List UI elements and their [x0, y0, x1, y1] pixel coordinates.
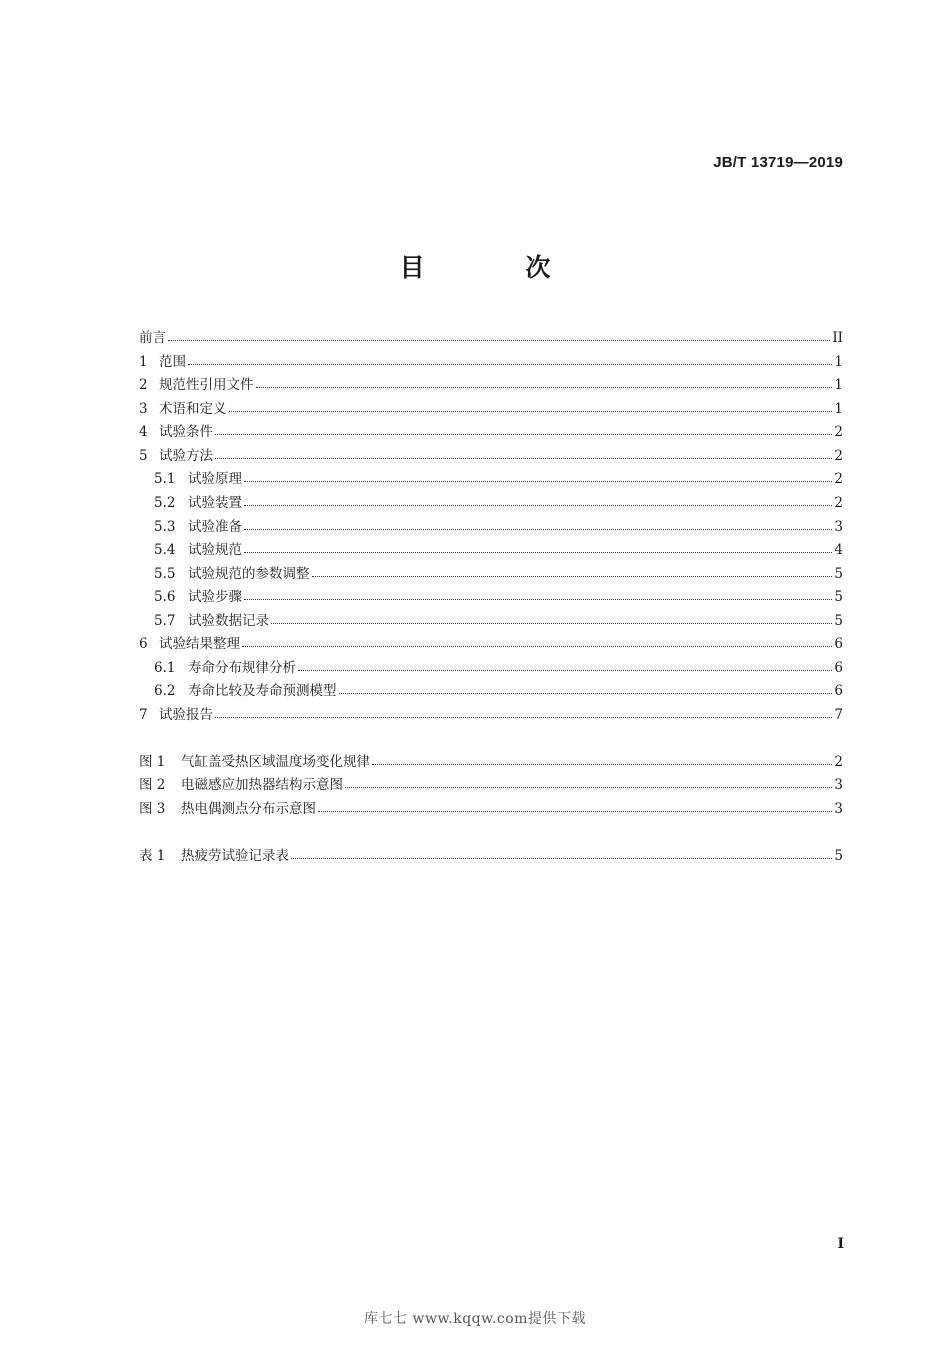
- toc-entry-page: II: [832, 330, 843, 346]
- dot-leader: [244, 599, 832, 600]
- toc-entry-page: 4: [834, 542, 843, 558]
- toc-entry-label: 试验方法: [159, 448, 213, 464]
- dot-leader: [188, 364, 832, 365]
- figure-entry-page: 3: [834, 801, 843, 817]
- toc-entry-foreword[interactable]: [139, 324, 843, 346]
- toc-entry-number: 5.2: [154, 495, 176, 511]
- page-title: 目 次: [399, 253, 597, 282]
- toc-entry-number: 5: [139, 448, 148, 464]
- figure-entry-label: 热电偶测点分布示意图: [181, 801, 316, 817]
- toc-entry-6[interactable]: [139, 630, 843, 652]
- dot-leader: [244, 481, 832, 482]
- toc-entry-number: 6: [139, 636, 148, 652]
- toc-entry-label: 寿命分布规律分析: [188, 660, 296, 676]
- dot-leader: [318, 811, 832, 812]
- toc-entry-5-2[interactable]: [154, 489, 843, 511]
- figure-entry-number: 图 2: [139, 777, 166, 793]
- dot-leader: [345, 787, 832, 788]
- toc-entry-page: 1: [834, 401, 843, 417]
- toc-entry-5[interactable]: [139, 442, 843, 464]
- toc-entry-label: 试验条件: [159, 424, 213, 440]
- page-number: I: [837, 1236, 844, 1252]
- dot-leader: [244, 552, 832, 553]
- toc-entry-page: 5: [834, 566, 843, 582]
- toc-entry-page: 5: [834, 589, 843, 605]
- toc-entry-page: 3: [834, 519, 843, 535]
- dot-leader: [298, 670, 832, 671]
- toc-entry-6-1[interactable]: [154, 654, 843, 676]
- toc-entry-page: 7: [834, 707, 843, 723]
- toc-entry-7[interactable]: [139, 701, 843, 723]
- standard-code: JB/T 13719—2019: [713, 154, 843, 171]
- toc-entry-number: 5.1: [154, 471, 176, 487]
- toc-entry-5-5[interactable]: [154, 560, 843, 582]
- toc-entry-5-7[interactable]: [154, 607, 843, 629]
- figure-entry-3[interactable]: [139, 795, 843, 817]
- toc-entry-number: 4: [139, 424, 148, 440]
- toc-entry-number: 6.1: [154, 660, 176, 676]
- table-entry-number: 表 1: [139, 848, 166, 864]
- dot-leader: [215, 434, 832, 435]
- toc-entry-number: 5.6: [154, 589, 176, 605]
- dot-leader: [312, 576, 833, 577]
- toc-entry-label: 试验结果整理: [159, 636, 240, 652]
- toc-entry-label: 试验步骤: [188, 589, 242, 605]
- dot-leader: [244, 529, 832, 530]
- toc-entry-label: 范围: [159, 354, 186, 370]
- toc-entry-page: 2: [834, 471, 843, 487]
- table-entry-page: 5: [834, 848, 843, 864]
- toc-entry-page: 6: [834, 683, 843, 699]
- toc-entry-label: 试验装置: [188, 495, 242, 511]
- toc-entry-page: 2: [834, 495, 843, 511]
- toc-entry-page: 6: [834, 636, 843, 652]
- toc-entry-label: 试验数据记录: [188, 613, 269, 629]
- toc-entry-number: 5.7: [154, 613, 176, 629]
- toc-entry-5-1[interactable]: [154, 465, 843, 487]
- download-watermark: 库七七 www.kqqw.com提供下载: [364, 1311, 586, 1327]
- toc-entry-number: 1: [139, 354, 148, 370]
- dot-leader: [271, 623, 832, 624]
- dot-leader: [291, 858, 832, 859]
- toc-entry-page: 2: [834, 448, 843, 464]
- toc-entry-label: 前言: [139, 330, 166, 346]
- figure-entry-1[interactable]: [139, 748, 843, 770]
- dot-leader: [256, 387, 833, 388]
- toc-entry-label: 试验准备: [188, 519, 242, 535]
- figure-entry-label: 气缸盖受热区域温度场变化规律: [181, 754, 370, 770]
- toc-entry-6-2[interactable]: [154, 677, 843, 699]
- toc-entry-label: 试验规范: [188, 542, 242, 558]
- toc-entry-label: 试验原理: [188, 471, 242, 487]
- toc-entry-number: 5.5: [154, 566, 176, 582]
- toc-entry-label: 术语和定义: [159, 401, 227, 417]
- dot-leader: [168, 340, 830, 341]
- figure-entry-2[interactable]: [139, 771, 843, 793]
- toc-entry-5-6[interactable]: [154, 583, 843, 605]
- figure-entry-page: 3: [834, 777, 843, 793]
- dot-leader: [215, 717, 832, 718]
- toc-entry-1[interactable]: [139, 348, 843, 370]
- toc-entry-number: 5.3: [154, 519, 176, 535]
- dot-leader: [244, 505, 832, 506]
- figure-entry-number: 图 1: [139, 754, 166, 770]
- dot-leader: [229, 411, 833, 412]
- toc-entry-4[interactable]: [139, 418, 843, 440]
- dot-leader: [242, 646, 832, 647]
- table-entry-label: 热疲劳试验记录表: [181, 848, 289, 864]
- toc-entry-number: 3: [139, 401, 148, 417]
- toc-entry-number: 2: [139, 377, 148, 393]
- toc-entry-number: 5.4: [154, 542, 176, 558]
- toc-entry-number: 6.2: [154, 683, 176, 699]
- toc-entry-page: 1: [834, 354, 843, 370]
- toc-entry-label: 试验报告: [159, 707, 213, 723]
- figure-entry-number: 图 3: [139, 801, 166, 817]
- dot-leader: [215, 458, 832, 459]
- toc-entry-5-3[interactable]: [154, 513, 843, 535]
- toc-entry-page: 2: [834, 424, 843, 440]
- toc-entry-page: 5: [834, 613, 843, 629]
- toc-entry-label: 寿命比较及寿命预测模型: [188, 683, 337, 699]
- figure-entry-label: 电磁感应加热器结构示意图: [181, 777, 343, 793]
- toc-entry-label: 试验规范的参数调整: [188, 566, 310, 582]
- toc-entry-3[interactable]: [139, 395, 843, 417]
- toc-entry-page: 6: [834, 660, 843, 676]
- toc-entry-2[interactable]: [139, 371, 843, 393]
- toc-entry-page: 1: [834, 377, 843, 393]
- toc-entry-label: 规范性引用文件: [159, 377, 254, 393]
- toc-entry-5-4[interactable]: [154, 536, 843, 558]
- dot-leader: [339, 693, 833, 694]
- toc-entry-number: 7: [139, 707, 148, 723]
- table-entry-1[interactable]: [139, 842, 843, 864]
- figure-entry-page: 2: [834, 754, 843, 770]
- dot-leader: [372, 764, 832, 765]
